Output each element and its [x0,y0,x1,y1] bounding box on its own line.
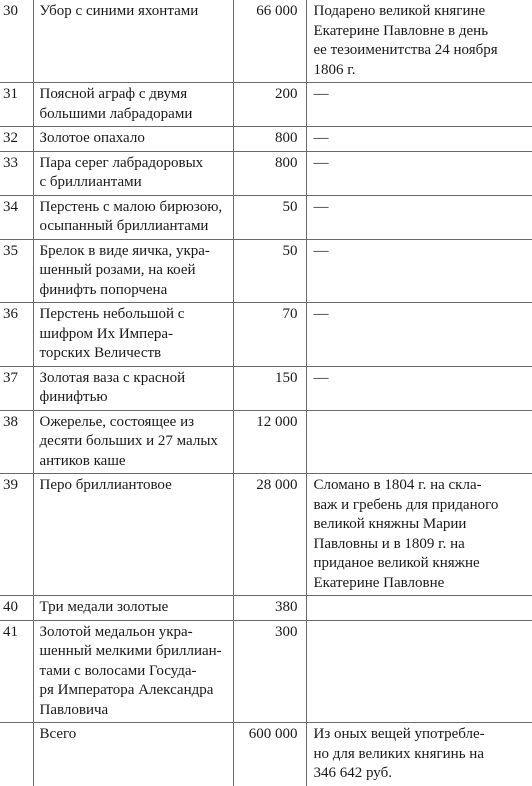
row-number [0,723,33,786]
item-note [306,620,532,723]
row-number: 34 [0,195,33,239]
item-description: Поясной аграф с двумя большими лабрадорами [33,83,233,127]
table-row [0,620,532,723]
item-price: 200 [233,83,306,127]
item-note: — [306,303,532,367]
row-number: 31 [0,83,33,127]
item-description: Золотой медальон укра- шенный мелкими бриллиан- тами с волосами Госуда- ря Императора Александра Павловича [33,620,233,723]
item-price: 380 [233,596,306,621]
item-note: — [306,151,532,195]
row-number: 35 [0,239,33,303]
item-description: Убор с синими яхонтами [33,0,233,83]
item-description: Золотое опахало [33,127,233,152]
item-price: 50 [233,195,306,239]
item-description: Золотая ваза с красной финифтью [33,366,233,410]
item-note: — [306,83,532,127]
item-price: 50 [233,239,306,303]
row-number: 38 [0,410,33,474]
item-description: Пара серег лабрадоровых с бриллиантами [33,151,233,195]
item-note: — [306,239,532,303]
table-row [0,151,532,195]
item-description: Брелок в виде яичка, укра- шенный розами, на коей финифть попорчена [33,239,233,303]
table-row [0,723,532,786]
row-number: 41 [0,620,33,723]
item-description: Перстень с малою бирюзою, осыпанный бриллиантами [33,195,233,239]
item-note [306,596,532,621]
table-row [0,195,532,239]
item-note: Сломано в 1804 г. на скла- важ и гребень для приданого великой княжны Марии Павловны и в 1809 г. на приданое великой княжне Екатерине Павловне [306,474,532,596]
item-note: Из оных вещей употребле- но для великих княгинь на 346 642 руб. [306,723,532,786]
table-row [0,596,532,621]
item-price: 600 000 [233,723,306,786]
row-number: 36 [0,303,33,367]
table-row [0,474,532,596]
item-description: Всего [33,723,233,786]
item-price: 800 [233,151,306,195]
item-price: 150 [233,366,306,410]
item-price: 300 [233,620,306,723]
item-price: 66 000 [233,0,306,83]
item-description: Перстень небольшой с шифром Их Импера- торских Величеств [33,303,233,367]
table-row [0,127,532,152]
row-number: 30 [0,0,33,83]
item-price: 800 [233,127,306,152]
item-description: Ожерелье, состоящее из десяти больших и 27 малых антиков каше [33,410,233,474]
table-row [0,303,532,367]
table-row [0,0,532,83]
row-number: 32 [0,127,33,152]
table-row [0,410,532,474]
item-price: 70 [233,303,306,367]
item-note: — [306,195,532,239]
item-price: 12 000 [233,410,306,474]
row-number: 37 [0,366,33,410]
item-note [306,410,532,474]
row-number: 39 [0,474,33,596]
item-note: Подарено великой княгине Екатерине Павловне в день ее тезоименитства 24 ноября 1806 г. [306,0,532,83]
table-row [0,239,532,303]
item-description: Перо бриллиантовое [33,474,233,596]
item-price: 28 000 [233,474,306,596]
row-number: 40 [0,596,33,621]
item-description: Три медали золотые [33,596,233,621]
table-row [0,366,532,410]
row-number: 33 [0,151,33,195]
item-note: — [306,366,532,410]
table-row [0,83,532,127]
item-note: — [306,127,532,152]
